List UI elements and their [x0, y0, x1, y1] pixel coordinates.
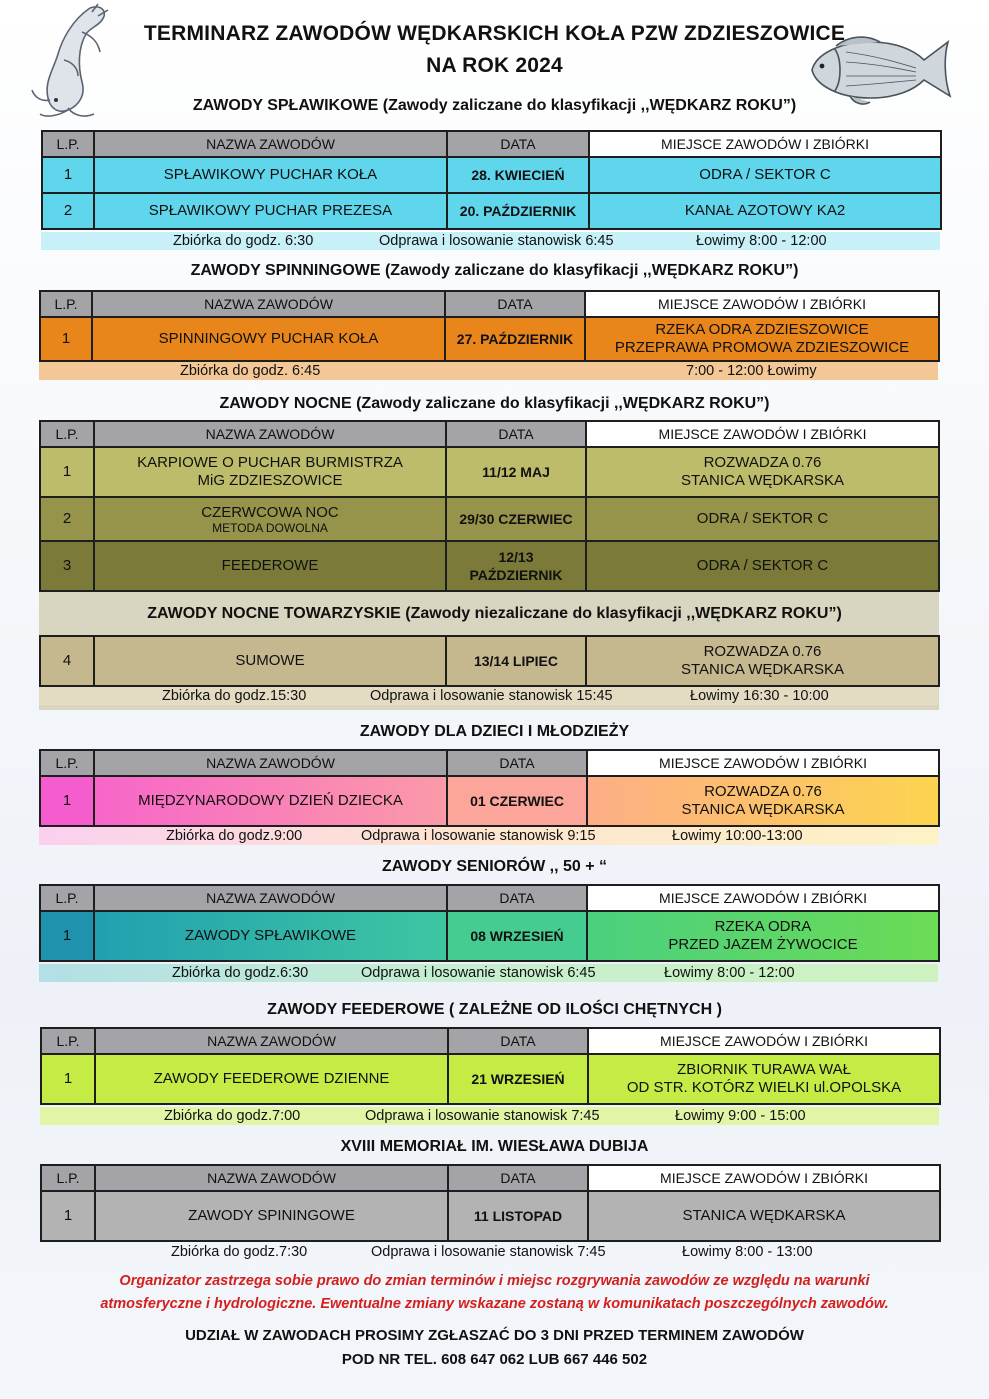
header-lp: L.P. [40, 421, 94, 447]
row-place-line1: ZBIORNIK TURAWA WAŁ [677, 1061, 851, 1078]
header-date: DATA [447, 885, 587, 911]
header-lp: L.P. [40, 885, 94, 911]
table-feeder [40, 1027, 941, 1105]
section-title-seniorzy: ZAWODY SENIORÓW ,, 50 + “ [381, 858, 608, 875]
info-briefing: Odprawa i losowanie stanowisk 9:15 [361, 828, 596, 844]
table-row [40, 636, 939, 686]
header-place: MIEJSCE ZAWODÓW I ZBIÓRKI [587, 885, 939, 911]
row-name: SUMOWE [94, 636, 446, 686]
table-row [40, 776, 939, 826]
row-place [586, 447, 939, 497]
table-towarzyskie [39, 635, 940, 687]
page-subtitle: NA ROK 2024 [426, 54, 563, 77]
row-lp: 2 [40, 497, 94, 541]
row-place-line2: PRZED JAZEM ŻYWOCICE [668, 936, 858, 953]
info-fishing-time: Łowimy 8:00 - 13:00 [682, 1244, 813, 1260]
header-name: NAZWA ZAWODÓW [94, 421, 446, 447]
header-date: DATA [447, 131, 589, 157]
row-lp: 1 [40, 776, 94, 826]
row-name: ZAWODY FEEDEROWE DZIENNE [95, 1054, 448, 1104]
row-place-line1: RZEKA ODRA ZDZIESZOWICE [655, 321, 869, 338]
row-name: SPŁAWIKOWY PUCHAR PREZESA [94, 193, 447, 229]
table-row [41, 1054, 940, 1104]
info-bar-feeder [40, 1107, 939, 1125]
table-spinning [39, 290, 940, 362]
header-date: DATA [445, 291, 585, 317]
info-fishing-time: Łowimy 8:00 - 12:00 [696, 233, 827, 249]
row-lp: 4 [40, 636, 94, 686]
row-date: 01 CZERWIEC [447, 776, 587, 826]
info-briefing: Odprawa i losowanie stanowisk 7:45 [371, 1244, 606, 1260]
header-place: MIEJSCE ZAWODÓW I ZBIÓRKI [586, 421, 939, 447]
row-place [585, 317, 939, 361]
row-lp: 3 [40, 541, 94, 591]
row-name [94, 497, 446, 541]
row-place-line1: ROZWADZA 0.76 [704, 783, 822, 800]
row-place: ODRA / SEKTOR C [589, 157, 941, 193]
table-row [40, 911, 939, 961]
row-lp: 1 [42, 157, 94, 193]
table-row [40, 497, 939, 541]
info-gathering: Zbiórka do godz. 6:45 [180, 363, 321, 379]
header-date: DATA [448, 1165, 588, 1191]
row-place-line1: ROZWADZA 0.76 [703, 643, 822, 660]
row-place-line2: STANICA WĘDKARSKA [680, 661, 845, 678]
table-nocne [39, 420, 940, 592]
section-title-nocne: ZAWODY NOCNE (Zawody zaliczane do klasyfikacji ,,WĘDKARZ ROKU”) [219, 395, 770, 412]
row-date: 29/30 CZERWIEC [446, 497, 586, 541]
info-gathering: Zbiórka do godz.15:30 [162, 688, 307, 704]
row-lp: 1 [40, 911, 94, 961]
info-briefing: Odprawa i losowanie stanowisk 6:45 [379, 233, 614, 249]
row-place: KANAŁ AZOTOWY KA2 [589, 193, 941, 229]
row-lp: 1 [41, 1054, 95, 1104]
row-date-line1: 12/13 [498, 549, 534, 565]
row-name-line1: CZERWCOWA NOC [201, 503, 339, 521]
registration-info: UDZIAŁ W ZAWODACH PROSIMY ZGŁASZAĆ DO 3 DNI PRZED TERMINEM ZAWODÓW [185, 1327, 804, 1344]
row-place-line2: OD STR. KOTÓRZ WIELKI ul.OPOLSKA [626, 1079, 902, 1096]
row-name: SPINNINGOWY PUCHAR KOŁA [92, 317, 445, 361]
row-name: FEEDEROWE [94, 541, 446, 591]
info-bar-towarzyskie [39, 687, 938, 705]
info-gathering: Zbiórka do godz.7:30 [171, 1244, 308, 1260]
section-title-memorial: XVIII MEMORIAŁ IM. WIESŁAWA DUBIJA [340, 1138, 649, 1155]
row-place [586, 636, 939, 686]
row-name [94, 447, 446, 497]
row-place [587, 911, 939, 961]
row-name-line2: MiG ZDZIESZOWICE [197, 472, 343, 489]
info-gathering: Zbiórka do godz.7:00 [164, 1108, 301, 1124]
row-date: 28. KWIECIEŃ [447, 157, 589, 193]
header-name: NAZWA ZAWODÓW [94, 750, 447, 776]
section-title-dzieci: ZAWODY DLA DZIECI I MŁODZIEŻY [359, 723, 630, 740]
header-lp: L.P. [42, 131, 94, 157]
header-date: DATA [446, 421, 586, 447]
table-row [41, 1191, 940, 1241]
header-name: NAZWA ZAWODÓW [92, 291, 445, 317]
header-name: NAZWA ZAWODÓW [94, 131, 447, 157]
table-memorial [40, 1164, 941, 1242]
row-date: 11/12 MAJ [446, 447, 586, 497]
table-row [40, 541, 939, 591]
row-place-line1: RZEKA ODRA [714, 918, 812, 935]
info-briefing: Odprawa i losowanie stanowisk 15:45 [370, 688, 613, 704]
header-lp: L.P. [40, 291, 92, 317]
table-row [42, 157, 941, 193]
row-place [587, 776, 939, 826]
section-title-splawik: ZAWODY SPŁAWIKOWE (Zawody zaliczane do klasyfikacji ,,WĘDKARZ ROKU”) [192, 97, 797, 114]
header-place: MIEJSCE ZAWODÓW I ZBIÓRKI [588, 1028, 940, 1054]
info-fishing-time: Łowimy 8:00 - 12:00 [664, 965, 795, 981]
info-bar-dzieci [39, 827, 938, 845]
row-place [588, 1054, 940, 1104]
row-date: 27. PAŹDZIERNIK [445, 317, 585, 361]
info-fishing-time: 7:00 - 12:00 Łowimy [686, 363, 817, 379]
header-lp: L.P. [40, 750, 94, 776]
table-row [40, 447, 939, 497]
header-date: DATA [447, 750, 587, 776]
info-bar-spinning [39, 362, 938, 380]
row-date: 13/14 LIPIEC [446, 636, 586, 686]
row-name-line2: METODA DOWOLNA [212, 520, 328, 535]
row-date [446, 541, 586, 591]
page-title: TERMINARZ ZAWODÓW WĘDKARSKICH KOŁA PZW ZDZIESZOWICE [143, 22, 846, 45]
table-row [42, 193, 941, 229]
row-lp: 1 [40, 317, 92, 361]
row-place: ODRA / SEKTOR C [586, 541, 939, 591]
row-name: ZAWODY SPININGOWE [95, 1191, 448, 1241]
header-place: MIEJSCE ZAWODÓW I ZBIÓRKI [589, 131, 941, 157]
row-name: ZAWODY SPŁAWIKOWE [94, 911, 447, 961]
header-name: NAZWA ZAWODÓW [95, 1028, 448, 1054]
info-bar-memorial [40, 1243, 939, 1261]
header-place: MIEJSCE ZAWODÓW I ZBIÓRKI [585, 291, 939, 317]
header-lp: L.P. [41, 1165, 95, 1191]
info-bar-splawik [41, 232, 940, 250]
table-seniorzy [39, 884, 940, 962]
section-title-spinning: ZAWODY SPINNINGOWE (Zawody zaliczane do klasyfikacji ,,WĘDKARZ ROKU”) [190, 262, 799, 279]
info-fishing-time: Łowimy 10:00-13:00 [672, 828, 803, 844]
info-gathering: Zbiórka do godz.6:30 [172, 965, 309, 981]
row-lp: 1 [40, 447, 94, 497]
header-date: DATA [448, 1028, 588, 1054]
row-date: 11 LISTOPAD [448, 1191, 588, 1241]
table-splawik [41, 130, 942, 230]
phone-numbers: POD NR TEL. 608 647 062 LUB 667 446 502 [341, 1351, 648, 1368]
row-lp: 2 [42, 193, 94, 229]
header-lp: L.P. [41, 1028, 95, 1054]
row-place: ODRA / SEKTOR C [586, 497, 939, 541]
row-place-line1: ROZWADZA 0.76 [703, 454, 822, 471]
row-date: 20. PAŹDZIERNIK [447, 193, 589, 229]
row-place-line2: STANICA WĘDKARSKA [681, 801, 845, 818]
row-name: MIĘDZYNARODOWY DZIEŃ DZIECKA [94, 776, 447, 826]
table-dzieci [39, 749, 940, 827]
info-fishing-time: Łowimy 16:30 - 10:00 [690, 688, 829, 704]
header-place: MIEJSCE ZAWODÓW I ZBIÓRKI [588, 1165, 940, 1191]
row-date: 21 WRZESIEŃ [448, 1054, 588, 1104]
info-briefing: Odprawa i losowanie stanowisk 6:45 [361, 965, 596, 981]
row-name: SPŁAWIKOWY PUCHAR KOŁA [94, 157, 447, 193]
row-place-line2: PRZEPRAWA PROMOWA ZDZIESZOWICE [614, 339, 910, 356]
row-lp: 1 [41, 1191, 95, 1241]
info-fishing-time: Łowimy 9:00 - 15:00 [675, 1108, 806, 1124]
row-name-line1: KARPIOWE O PUCHAR BURMISTRZA [137, 454, 403, 471]
header-name: NAZWA ZAWODÓW [94, 885, 447, 911]
disclaimer-line1: Organizator zastrzega sobie prawo do zmian terminów i miejsc rozgrywania zawodów ze względu na warunki [119, 1273, 870, 1289]
info-gathering: Zbiórka do godz. 6:30 [173, 233, 314, 249]
header-name: NAZWA ZAWODÓW [95, 1165, 448, 1191]
row-place-line2: STANICA WĘDKARSKA [680, 472, 845, 489]
row-date-line2: PAŹDZIERNIK [469, 567, 563, 583]
info-bar-seniorzy [39, 964, 938, 982]
info-gathering: Zbiórka do godz.9:00 [166, 828, 303, 844]
header-place: MIEJSCE ZAWODÓW I ZBIÓRKI [587, 750, 939, 776]
row-place: STANICA WĘDKARSKA [588, 1191, 940, 1241]
section-title-towarzyskie: ZAWODY NOCNE TOWARZYSKIE (Zawody niezaliczane do klasyfikacji ,,WĘDKARZ ROKU”) [147, 605, 842, 622]
section-title-feeder: ZAWODY FEEDEROWE ( ZALEŻNE OD ILOŚCI CHĘTNYCH ) [267, 1001, 722, 1018]
disclaimer-line2: atmosferyczne i hydrologiczne. Ewentualne zmiany wskazane zostaną w komunikatach poszczególnych zawodów. [100, 1296, 889, 1312]
table-row [40, 317, 939, 361]
info-briefing: Odprawa i losowanie stanowisk 7:45 [365, 1108, 600, 1124]
row-date: 08 WRZESIEŃ [447, 911, 587, 961]
